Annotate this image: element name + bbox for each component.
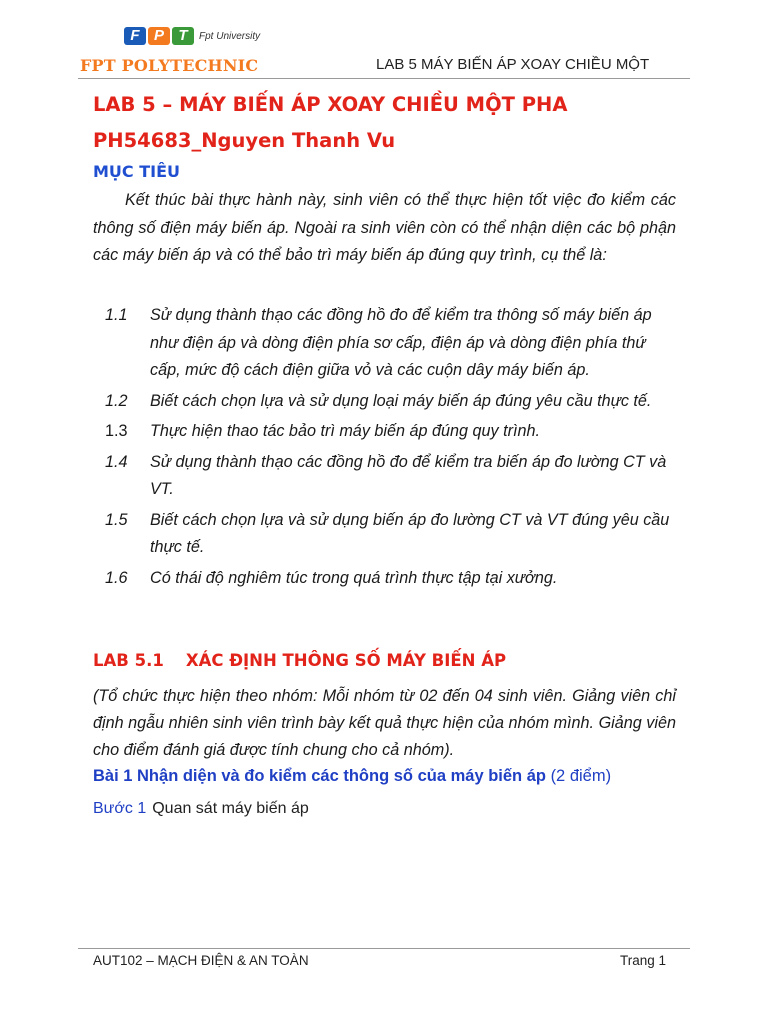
logo-letter-f: F [124,27,146,45]
header-divider [78,78,690,79]
section-code: LAB 5.1 [93,651,164,670]
step-label: Bước 1 [93,800,147,817]
exercise-title: Bài 1 Nhận diện và đo kiểm các thông số của máy biến áp [93,767,546,785]
student-id-name: PH54683_Nguyen Thanh Vu [93,129,396,152]
list-item [93,507,683,562]
logo-tiles [124,27,194,45]
brand-name: FPT POLYTECHNIC [80,56,259,75]
list-item [93,302,683,385]
lab-title: LAB 5 – MÁY BIẾN ÁP XOAY CHIỀU MỘT PHA [93,93,568,116]
item-text: Biết cách chọn lựa và sử dụng biến áp đo lường CT và VT đúng yêu cầu thực tế. [150,510,670,556]
section-title: XÁC ĐỊNH THÔNG SỐ MÁY BIẾN ÁP [185,651,507,670]
item-number: 1.6 [105,568,128,587]
step-text: Quan sát máy biến áp [152,800,309,817]
item-text: Có thái độ nghiêm túc trong quá trình thực tập tại xưởng. [150,568,558,587]
item-number: 1.5 [105,510,128,529]
list-item [93,418,683,446]
list-item [93,388,683,416]
logo-letter-p: P [148,27,170,45]
organization-note: (Tổ chức thực hiện theo nhóm: Mỗi nhóm từ 02 đến 04 sinh viên. Giảng viên chỉ định ngẫu nhiên sinh viên trình bày kết quả thực hiện của nhóm mình. Giảng viên cho điểm đánh giá được tính chung cho cả nhóm). [93,687,676,759]
item-number: 1.3 [105,422,128,440]
list-item [93,565,683,593]
item-text: Biết cách chọn lựa và sử dụng loại máy biến áp đúng yêu cầu thực tế. [150,391,652,410]
exercise-points: (2 điểm) [550,767,612,785]
item-number: 1.2 [105,391,128,410]
item-text: Thực hiện thao tác bảo trì máy biến áp đúng quy trình. [150,422,541,440]
objectives-list [93,302,683,595]
item-text: Sử dụng thành thạo các đồng hồ đo để kiểm tra thông số máy biến áp như điện áp và dòng điện phía sơ cấp, điện áp và dòng điện phía thứ cấp, mức độ cách điện giữa vỏ và các cuộn dây máy biến áp. [150,306,652,379]
item-text: Sử dụng thành thạo các đồng hồ đo để kiểm tra biến áp đo lường CT và VT. [150,452,667,498]
footer-course: AUT102 – MẠCH ĐIỆN & AN TOÀN [93,953,309,968]
list-item [93,449,683,504]
logo-subtitle: Fpt University [199,30,261,42]
running-header: LAB 5 MÁY BIẾN ÁP XOAY CHIỀU MỘT [376,56,650,73]
intro-text: Kết thúc bài thực hành này, sinh viên có thể thực hiện tốt việc đo kiểm các thông số điện máy biến áp. Ngoài ra sinh viên còn có thể nhận diện các bộ phận các máy biến áp và có thể bảo trì máy biến áp đúng quy trình, cụ thể là: [93,191,676,264]
intro-paragraph [93,187,676,270]
footer-divider [78,948,690,949]
objective-heading: MỤC TIÊU [93,162,181,181]
item-number: 1.4 [105,452,128,471]
section-heading-lab51 [93,651,506,670]
page-number: Trang 1 [620,953,667,968]
step-line [93,800,309,818]
logo-letter-t: T [172,27,194,45]
item-number: 1.1 [105,306,128,324]
fpt-logo [124,27,260,45]
exercise-heading [93,767,611,786]
